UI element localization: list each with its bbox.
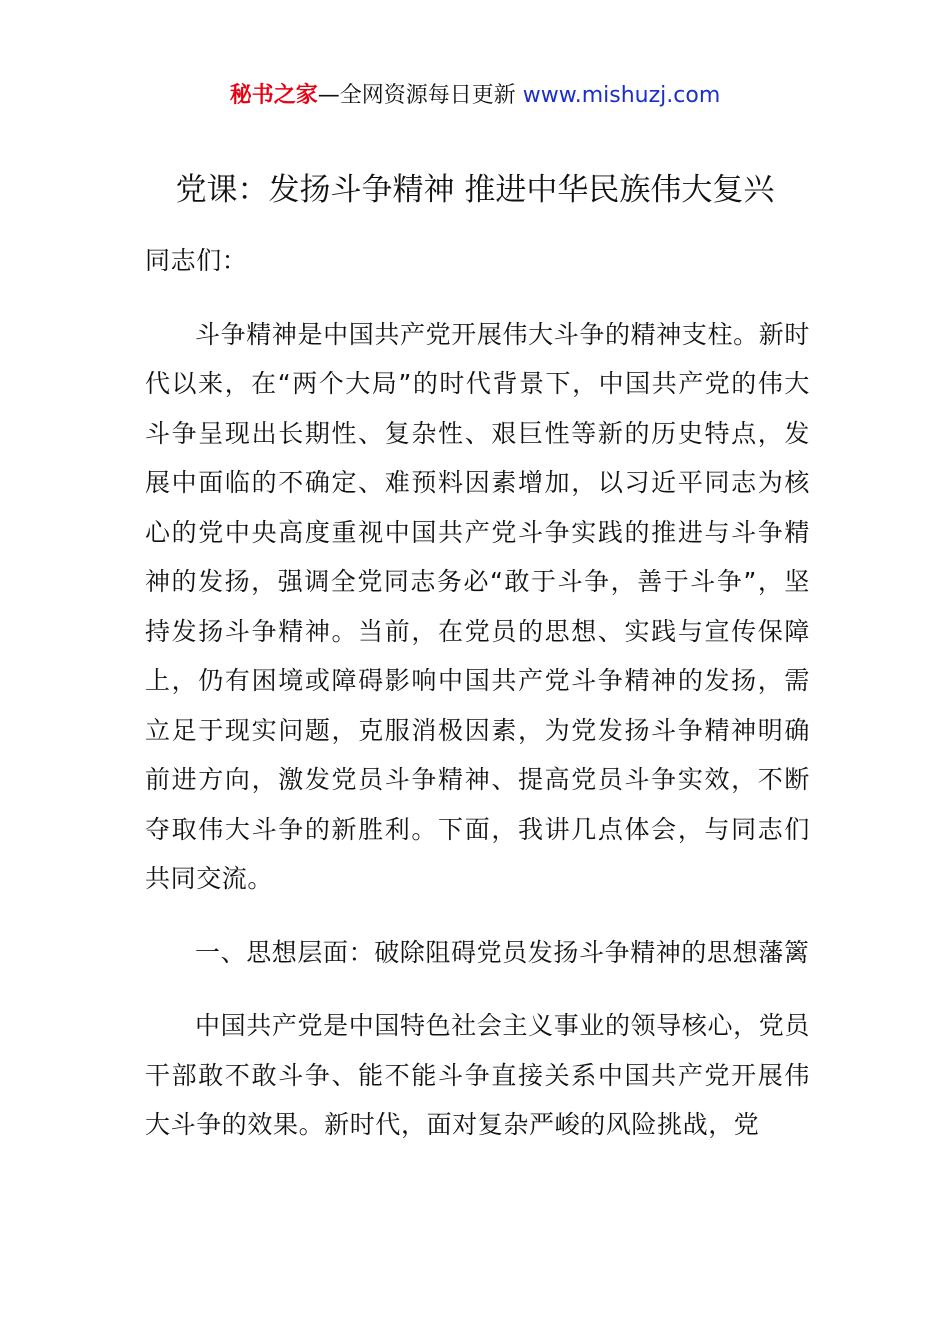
greeting: 同志们： <box>145 246 248 275</box>
document-title: 党课：发扬斗争精神 推进中华民族伟大复兴 <box>175 172 775 208</box>
site-header <box>0 80 950 112</box>
paragraph-section-1: 中国共产党是中国特色社会主义事业的领导核心，党员干部敢不敢斗争、能不能斗争直接关系中国共产党开展伟大斗争的效果。新时代，面对复杂严峻的风险挑战，党 <box>145 1011 810 1139</box>
site-name: 秘书之家 <box>229 83 318 108</box>
site-tagline: —全网资源每日更新 <box>317 83 523 108</box>
section-heading-1: 一、思想层面：破除阻碍党员发扬斗争精神的思想藩篱 <box>195 937 810 967</box>
site-url-link[interactable]: www.mishuzj.com <box>522 83 721 108</box>
document-body <box>145 236 810 1150</box>
paragraph-intro: 斗争精神是中国共产党开展伟大斗争的精神支柱。新时代以来，在“两个大局”的时代背景下，中国共产党的伟大斗争呈现出长期性、复杂性、艰巨性等新的历史特点，发展中面临的不确定、难预料因素增加，以习近平同志为核心的党中央高度重视中国共产党斗争实践的推进与斗争精神的发扬，强调全党同志务必“敢于斗争，善于斗争”，坚持发扬斗争精神。当前，在党员的思想、实践与宣传保障上，仍有困境或障碍影响中国共产党斗争精神的发扬，需立足于现实问题，克服消极因素，为党发扬斗争精神明确前进方向，激发党员斗争精神、提高党员斗争实效，不断夺取伟大斗争的新胜利。下面，我讲几点体会，与同志们共同交流。 <box>145 319 810 893</box>
